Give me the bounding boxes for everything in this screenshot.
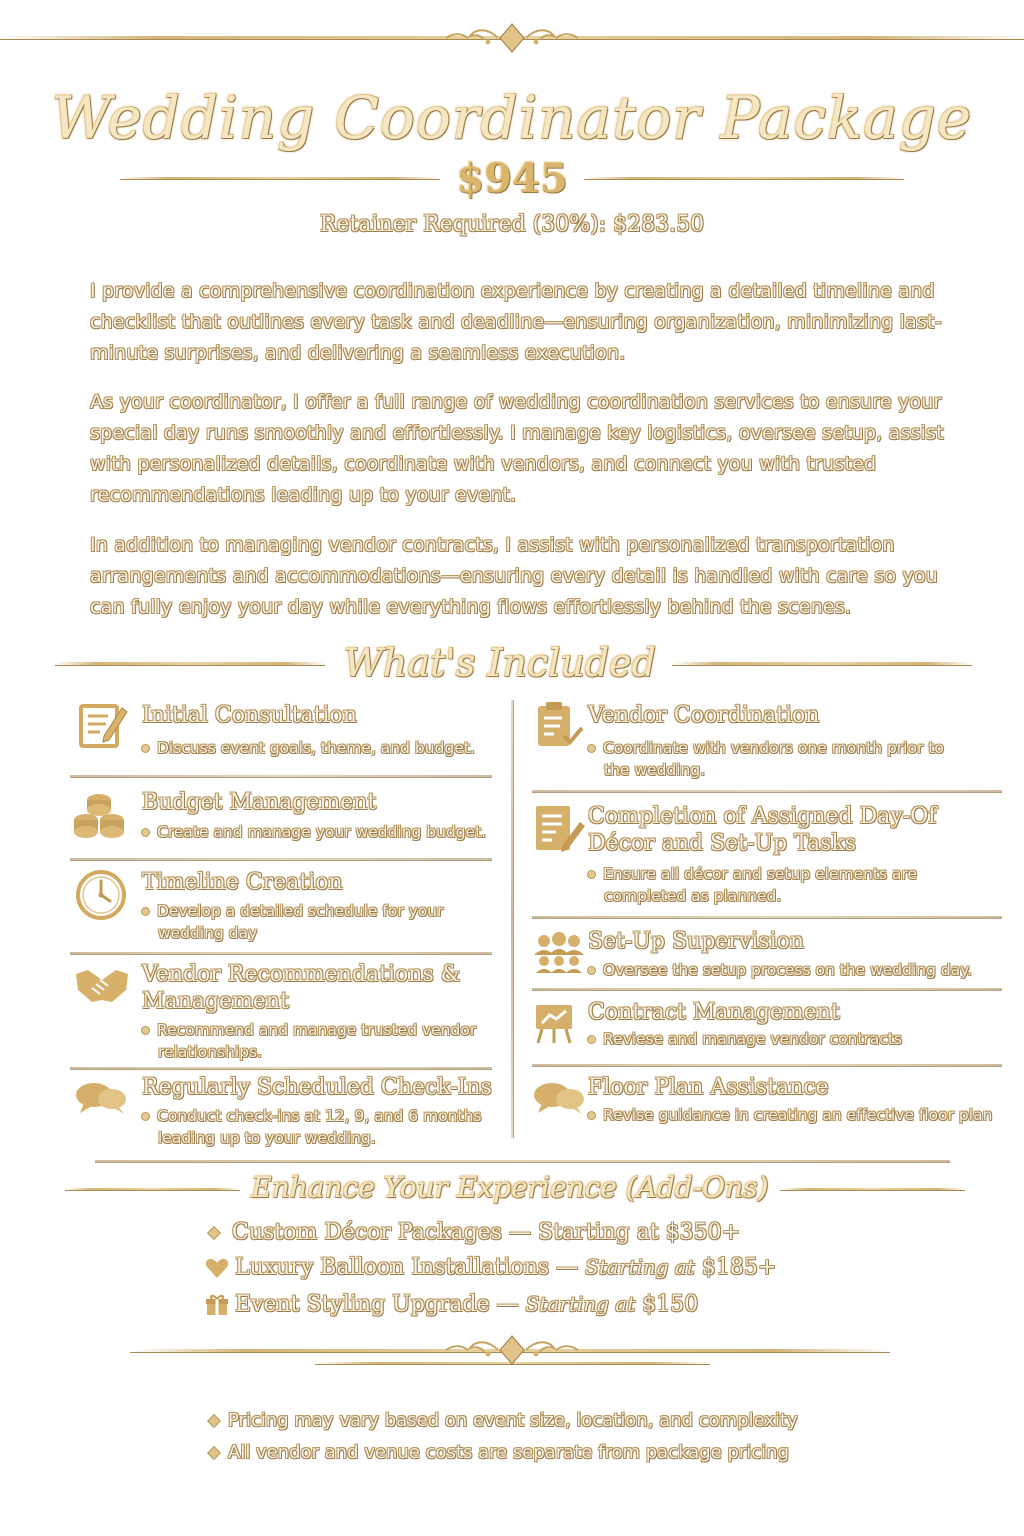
- right-separator-1: [532, 790, 1002, 792]
- left-separator-3: [70, 952, 492, 954]
- left-separator-2: [70, 858, 492, 860]
- item-desc-text: Revise guidance in creating an effective floor plan: [603, 1106, 993, 1124]
- item-desc-floor-plan: [588, 1104, 1008, 1126]
- item-desc-text: Oversee the setup process on the wedding day.: [603, 961, 973, 979]
- intro-paragraph-1: I provide a comprehensive coordination experience by creating a detailed timeline and checklist that outlines every task and deadline—ensuring organization, minimizing last-minute surprises, and delivering a seamless execution.: [90, 280, 942, 364]
- top-flourish-ornament: [440, 22, 584, 54]
- item-title-setup-supervision: Set-Up Supervision: [588, 929, 805, 954]
- note-pricing-varies: [210, 1408, 798, 1434]
- note-vendor-costs: [210, 1440, 789, 1466]
- item-desc-text: Recommend and manage trusted vendor relationships.: [157, 1021, 477, 1061]
- addon-prefix: Luxury Balloon Installations —: [235, 1255, 586, 1280]
- addons-left-line: [65, 1188, 240, 1190]
- included-left-line: [55, 662, 325, 665]
- item-desc-text: Ensure all décor and setup elements are completed as planned.: [603, 865, 918, 905]
- left-separator-1: [70, 775, 492, 777]
- item-title-vendor-recommendations: Vendor Recommendations & Management: [142, 962, 461, 1014]
- price-left-line: [120, 177, 440, 179]
- page-title: Wedding Coordinator Package: [51, 84, 973, 152]
- item-desc-budget-management: [142, 821, 502, 843]
- chat-bubbles-icon: [532, 1072, 586, 1126]
- right-separator-2: [532, 916, 1002, 918]
- item-title-budget-management: Budget Management: [142, 790, 377, 815]
- addon-italic: Starting at: [585, 1255, 695, 1279]
- right-separator-4: [532, 1064, 1002, 1066]
- item-desc-text: Discuss event goals, theme, and budget.: [157, 739, 475, 757]
- item-desc-setup-supervision: [588, 959, 1018, 981]
- retainer-text: Retainer Required (30%): $283.50: [319, 212, 705, 237]
- clipboard-check-icon: [532, 698, 586, 752]
- diamond-icon: [208, 1227, 219, 1238]
- speech-bubbles-icon: [74, 1072, 128, 1126]
- item-title-vendor-coordination: Vendor Coordination: [588, 703, 820, 728]
- item-desc-check-ins: [142, 1105, 497, 1149]
- note-text: All vendor and venue costs are separate from package pricing: [228, 1442, 790, 1463]
- addon-event-styling: [205, 1290, 698, 1319]
- clock-icon: [74, 868, 128, 922]
- included-heading: What's Included: [343, 641, 656, 685]
- notepad-pencil-icon: [76, 698, 130, 752]
- addons-heading: Enhance Your Experience (Add-Ons): [251, 1171, 769, 1204]
- item-desc-text: Reviese and manage vendor contracts: [603, 1030, 903, 1048]
- item-desc-text: Develop a detailed schedule for your wedding day: [157, 902, 444, 942]
- note-text: Pricing may vary based on event size, location, and complexity: [228, 1410, 798, 1431]
- easel-chart-icon: [532, 996, 586, 1050]
- coin-stacks-icon: [72, 790, 126, 844]
- item-desc-timeline-creation: [142, 900, 472, 944]
- addon-custom-decor: [210, 1219, 740, 1247]
- right-separator-3: [532, 988, 1002, 990]
- item-desc-text: Conduct check-ins at 12, 9, and 6 months leading up to your wedding.: [157, 1107, 482, 1147]
- diamond-icon: [208, 1415, 219, 1426]
- included-bottom-line: [95, 1160, 950, 1162]
- addon-suffix: $185+: [694, 1255, 777, 1280]
- item-desc-day-of-decor: [588, 863, 948, 907]
- item-title-contract-management: Contract Management: [588, 1000, 840, 1025]
- item-desc-vendor-coordination: [588, 737, 958, 781]
- item-desc-text: Create and manage your wedding budget.: [157, 823, 487, 841]
- addon-italic: Starting at: [525, 1292, 636, 1316]
- addon-suffix: $150: [635, 1292, 699, 1317]
- addon-prefix: Event Styling Upgrade —: [235, 1292, 526, 1317]
- price-right-line: [584, 177, 904, 179]
- team-icon: [532, 926, 586, 980]
- handshake-icon: [72, 960, 132, 1014]
- document-pencil-icon: [532, 802, 586, 856]
- intro-paragraph-3: In addition to managing vendor contracts, I assist with personalized transportation arrangements and accommodations—ensuring every detail is handled with care so you can fully enjoy your day while everything flows effortlessly behind the scenes.: [90, 534, 938, 618]
- package-price: $945: [456, 155, 568, 202]
- item-desc-text: Coordinate with vendors one month prior to the wedding.: [603, 739, 944, 779]
- diamond-icon: [208, 1447, 219, 1458]
- item-title-day-of-decor: Completion of Assigned Day-Of Décor and Set-Up Tasks: [588, 804, 937, 856]
- heart-icon: [205, 1257, 229, 1279]
- bottom-flourish-ornament: [440, 1334, 584, 1366]
- item-title-timeline-creation: Timeline Creation: [142, 870, 343, 895]
- item-title-check-ins: Regularly Scheduled Check-Ins: [142, 1075, 492, 1100]
- addon-label: Custom Décor Packages — Starting at $350+: [232, 1220, 741, 1245]
- item-desc-vendor-recommendations: [142, 1019, 497, 1063]
- intro-paragraph-2: As your coordinator, I offer a full range of wedding coordination services to ensure your special day runs smoothly and effortlessly. I manage key logistics, oversee setup, assist with personalized details, coordinate with vendors, and connect you with trusted recommendations leading up to your event.: [90, 391, 944, 506]
- column-divider: [511, 700, 513, 1138]
- addon-balloon-installations: [205, 1253, 776, 1282]
- included-right-line: [672, 662, 972, 665]
- gift-icon: [205, 1294, 229, 1316]
- item-desc-initial-consultation: [142, 737, 502, 759]
- left-separator-4: [70, 1067, 492, 1069]
- item-title-floor-plan: Floor Plan Assistance: [588, 1075, 829, 1100]
- addons-right-line: [780, 1188, 965, 1190]
- item-title-initial-consultation: Initial Consultation: [142, 703, 357, 728]
- item-desc-contract-management: [588, 1028, 988, 1050]
